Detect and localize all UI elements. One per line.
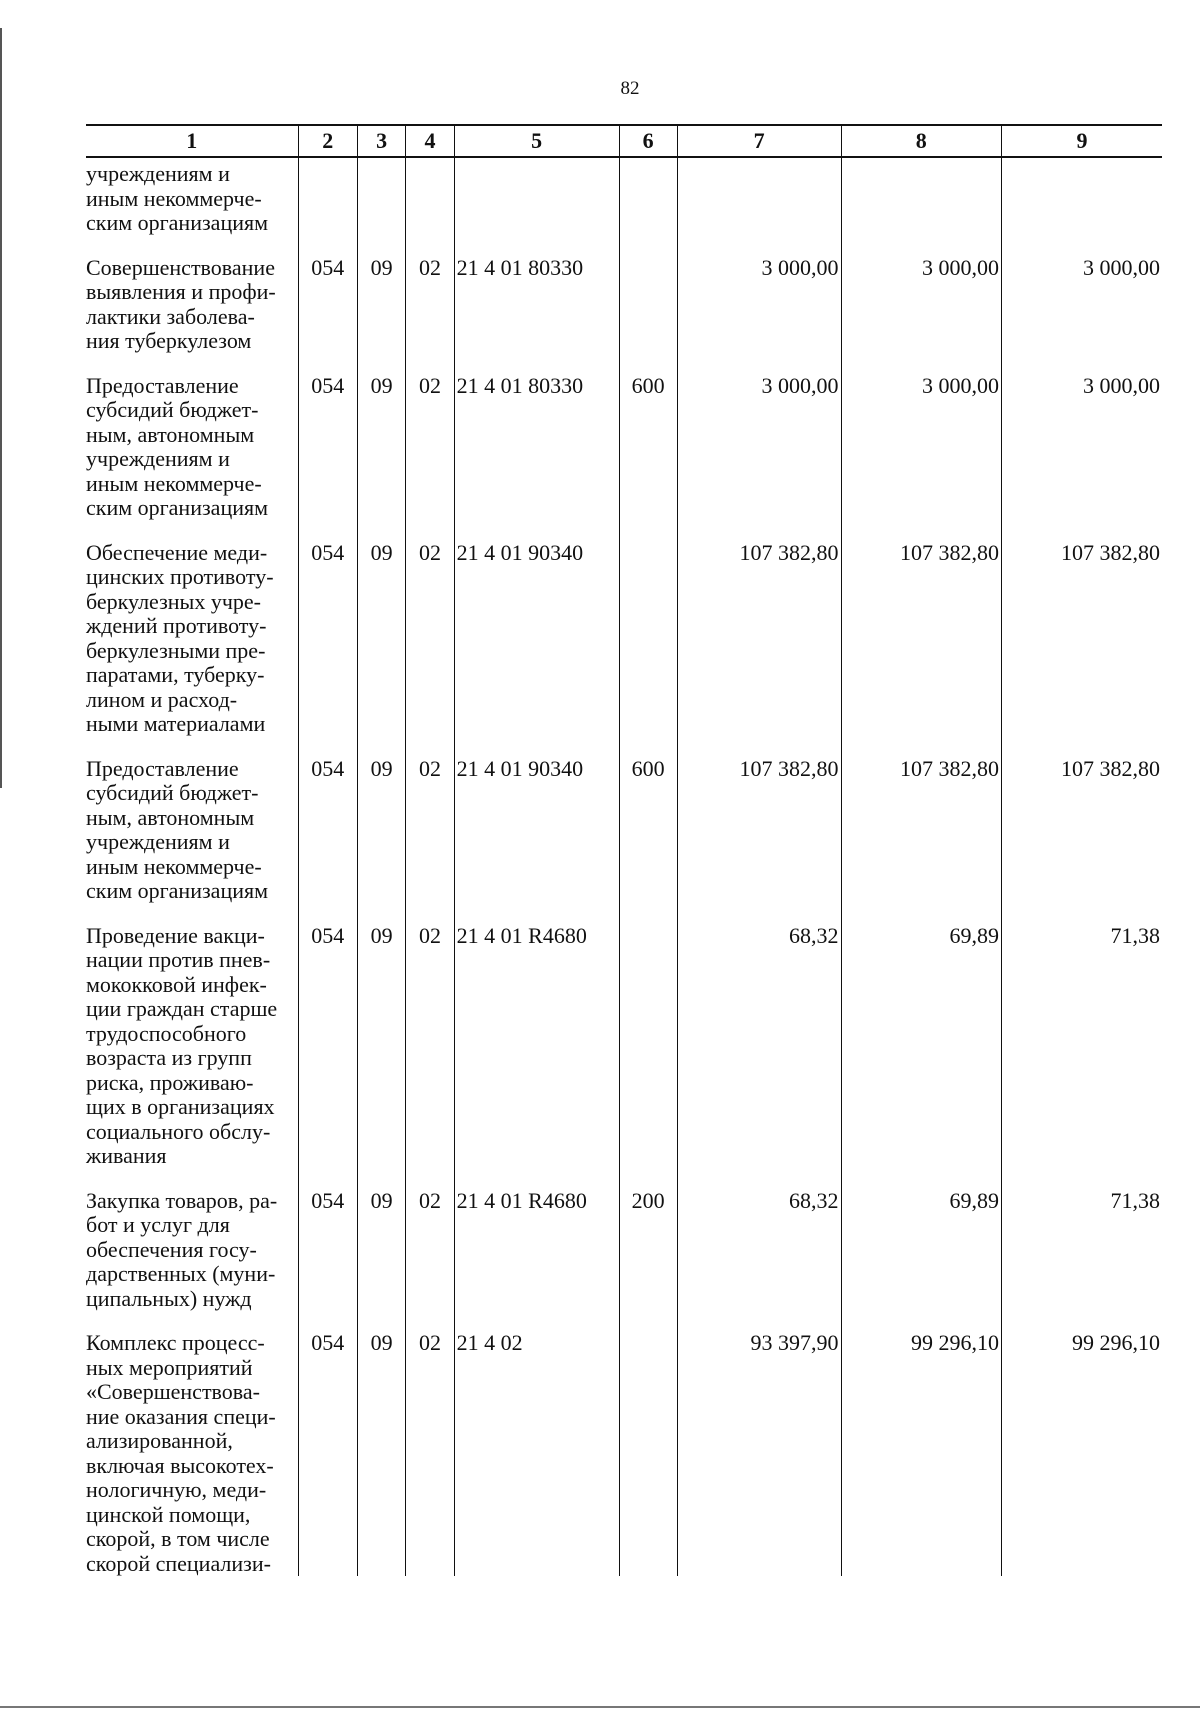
row-name-line: Предоставление [86,755,239,781]
row-name [86,157,298,256]
table-row [86,757,1162,924]
cell-amount-7: 3 000,00 [677,256,841,374]
row-name-line: нологичную, меди- [86,1477,267,1502]
row-name-line: иным некоммерче- [86,853,262,879]
cell-amount-9: 3 000,00 [1001,256,1162,374]
row-name-line: субсидий бюджет- [86,780,259,805]
cell-amount-8: 3 000,00 [841,256,1001,374]
cell-ministry: 054 [298,541,357,757]
row-name-line: скорой, в том числе [86,1526,270,1551]
row-name-line: трудоспособного [86,1020,247,1046]
cell-ministry: 054 [298,924,357,1189]
cell-ministry: 054 [298,1189,357,1332]
row-name-line: ции граждан старше [86,996,278,1021]
row-name-line: живания [86,1143,167,1168]
row-name-line: социального обслу- [86,1118,271,1144]
row-name-line: выявления и профи- [86,279,276,304]
row-name-line: субсидий бюджет- [86,397,259,422]
cell-subsection: 02 [406,1189,454,1332]
column-header-6: 6 [619,125,677,157]
row-name-line: «Совершенствова- [86,1379,260,1404]
cell-subsection: 02 [406,256,454,374]
cell-expense-type [619,924,677,1189]
cell-target-code: 21 4 01 80330 [454,256,619,374]
scan-edge-bottom [0,1706,1200,1708]
row-name-line: ния туберкулезом [86,328,252,353]
cell-amount-8: 99 296,10 [841,1331,1001,1576]
row-name-line: включая высокотех- [86,1452,274,1478]
row-name-line: цинской помощи, [86,1501,251,1527]
cell-expense-type: 600 [619,374,677,541]
table-row [86,541,1162,757]
cell-amount-8: 107 382,80 [841,541,1001,757]
column-header-7: 7 [677,125,841,157]
row-name-line: обеспечения госу- [86,1236,257,1262]
column-header-1: 1 [86,125,298,157]
cell-amount-9: 71,38 [1001,924,1162,1189]
cell-subsection: 02 [406,757,454,924]
cell-target-code: 21 4 01 90340 [454,541,619,757]
cell-amount-9: 99 296,10 [1001,1331,1162,1576]
row-name-line: Совершенствование [86,254,275,280]
cell-subsection: 02 [406,374,454,541]
row-name-line: риска, проживаю- [86,1069,254,1095]
cell-subsection: 02 [406,924,454,1189]
table-row [86,374,1162,541]
cell-ministry: 054 [298,1331,357,1576]
row-name-line: Обеспечение меди- [86,539,268,565]
cell-section: 09 [357,757,405,924]
row-name-line: беркулезных учре- [86,588,261,614]
row-name [86,757,298,924]
cell-expense-type: 200 [619,1189,677,1332]
cell-amount-8: 69,89 [841,924,1001,1189]
column-header-9: 9 [1001,125,1162,157]
row-name-line: иным некоммерче- [86,470,262,496]
row-name [86,374,298,541]
row-name-line: Предоставление [86,372,239,398]
cell-amount-7: 93 397,90 [677,1331,841,1576]
cell-amount-8: 69,89 [841,1189,1001,1332]
cell-amount-7: 107 382,80 [677,757,841,924]
row-name-line: ным, автономным [86,421,255,447]
cell-expense-type [619,541,677,757]
row-name-line: лином и расход- [86,686,238,712]
cell-section: 09 [357,1331,405,1576]
cell-expense-type [619,256,677,374]
row-name-line: ным, автономным [86,804,255,830]
row-name-line: ждений противоту- [86,613,267,638]
cell-target-code: 21 4 02 [454,1331,619,1576]
cell-amount-9: 71,38 [1001,1189,1162,1332]
cell-ministry: 054 [298,757,357,924]
table-row [86,924,1162,1189]
row-name-line: ским организациям [86,210,269,235]
row-name-line: Закупка товаров, ра- [86,1187,278,1213]
row-name-line: учреждениям и [86,161,230,186]
row-name-line: ных мероприятий [86,1354,253,1380]
cell-amount-7: 68,32 [677,924,841,1189]
row-name-line: иным некоммерче- [86,185,262,211]
row-name-line: ципальных) нужд [86,1285,252,1311]
cell-subsection: 02 [406,541,454,757]
row-name-line: ализированной, [86,1428,233,1453]
cell-amount-8 [841,157,1001,256]
cell-amount-8: 107 382,80 [841,757,1001,924]
row-name [86,256,298,374]
row-name [86,1189,298,1332]
cell-section: 09 [357,256,405,374]
cell-amount-8: 3 000,00 [841,374,1001,541]
cell-target-code: 21 4 01 80330 [454,374,619,541]
cell-target-code: 21 4 01 90340 [454,757,619,924]
table-header-row [86,125,1162,157]
row-name-line: нации против пнев- [86,947,271,972]
row-name-line: возраста из групп [86,1045,252,1070]
row-name [86,541,298,757]
column-header-3: 3 [357,125,405,157]
cell-section: 09 [357,541,405,757]
table-row [86,157,1162,256]
cell-amount-7 [677,157,841,256]
cell-amount-9 [1001,157,1162,256]
cell-expense-type: 600 [619,757,677,924]
row-name-line: дарственных (муни- [86,1261,276,1286]
scan-edge-left [0,28,2,788]
cell-ministry [298,157,357,256]
row-name-line: лактики заболева- [86,303,255,329]
column-header-8: 8 [841,125,1001,157]
row-name-line: ние оказания специ- [86,1403,276,1429]
row-name [86,924,298,1189]
row-name-line: беркулезными пре- [86,637,266,663]
row-name-line: ными материалами [86,711,266,736]
column-header-5: 5 [454,125,619,157]
cell-subsection [406,157,454,256]
row-name-line: паратами, туберку- [86,662,265,687]
cell-subsection: 02 [406,1331,454,1576]
table-row [86,256,1162,374]
cell-amount-9: 3 000,00 [1001,374,1162,541]
page-number: 82 [620,78,640,99]
cell-target-code: 21 4 01 R4680 [454,924,619,1189]
row-name-line: бот и услуг для [86,1212,230,1237]
cell-amount-7: 107 382,80 [677,541,841,757]
cell-target-code: 21 4 01 R4680 [454,1189,619,1332]
row-name-line: Проведение вакци- [86,922,265,948]
row-name-line: цинских противоту- [86,564,274,589]
row-name-line: ским организациям [86,878,269,903]
cell-ministry: 054 [298,256,357,374]
column-header-2: 2 [298,125,357,157]
cell-amount-7: 3 000,00 [677,374,841,541]
cell-expense-type [619,157,677,256]
row-name-line: скорой специализи- [86,1550,271,1576]
cell-section: 09 [357,374,405,541]
row-name-line: мококковой инфек- [86,971,267,997]
budget-table [86,124,1162,1576]
cell-section: 09 [357,1189,405,1332]
cell-amount-7: 68,32 [677,1189,841,1332]
table-row [86,1189,1162,1332]
cell-expense-type [619,1331,677,1576]
column-header-4: 4 [406,125,454,157]
cell-section [357,157,405,256]
row-name-line: щих в организациях [86,1094,275,1119]
row-name-line: учреждениям и [86,446,230,471]
cell-amount-9: 107 382,80 [1001,541,1162,757]
table-row [86,1331,1162,1576]
row-name-line: Комплекс процесс- [86,1330,265,1355]
row-name-line: ским организациям [86,495,269,520]
cell-ministry: 054 [298,374,357,541]
cell-target-code [454,157,619,256]
cell-amount-9: 107 382,80 [1001,757,1162,924]
row-name [86,1331,298,1576]
row-name-line: учреждениям и [86,829,230,854]
cell-section: 09 [357,924,405,1189]
